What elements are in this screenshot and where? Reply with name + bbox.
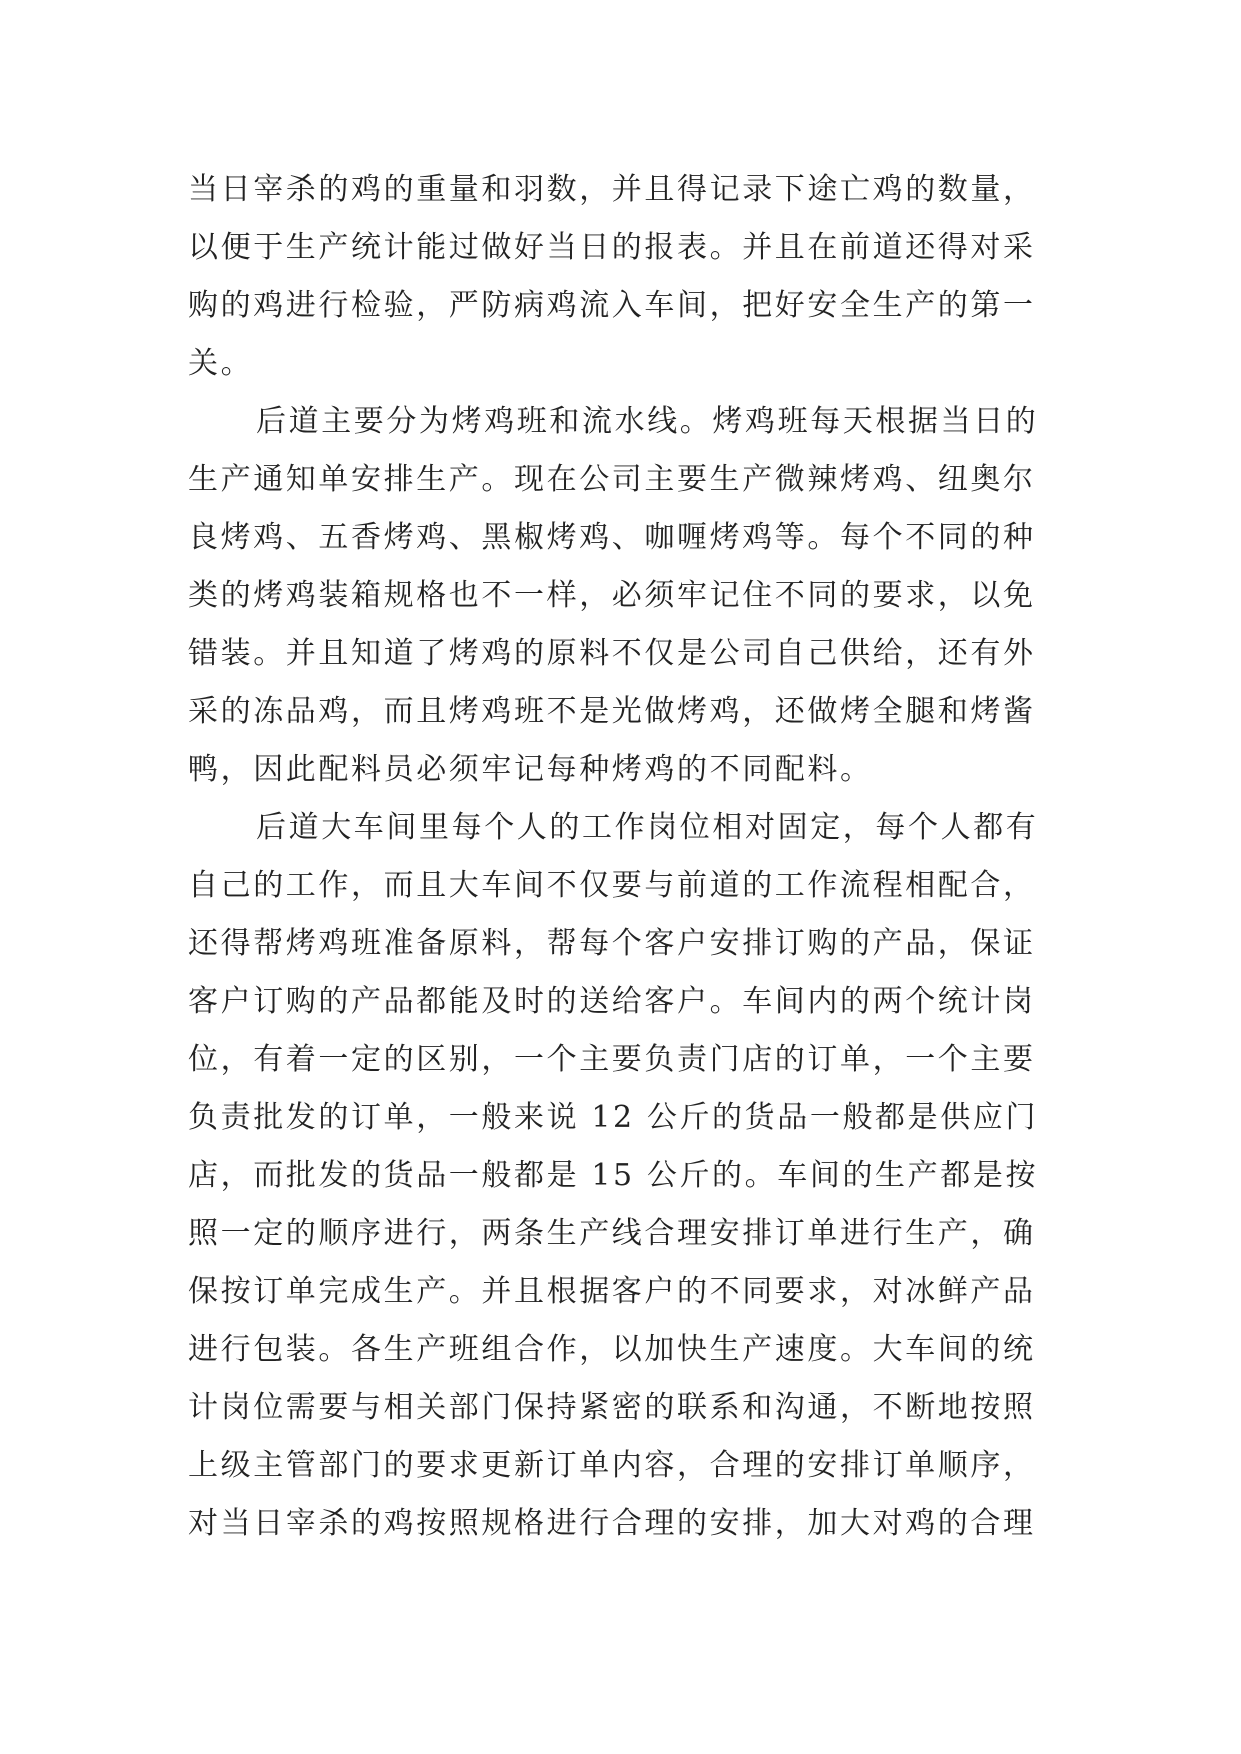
text-line: 照一定的顺序进行，两条生产线合理安排订单进行生产，确 xyxy=(188,1216,1036,1251)
paragraph-first-line: 后道主要分为烤鸡班和流水线。烤鸡班每天根据当日的 xyxy=(256,404,1039,439)
paragraph-first-line: 后道大车间里每个人的工作岗位相对固定，每个人都有 xyxy=(256,810,1039,845)
text-line: 还得帮烤鸡班准备原料，帮每个客户安排订购的产品，保证 xyxy=(188,926,1036,961)
text-line: 位，有着一定的区别，一个主要负责门店的订单，一个主要 xyxy=(188,1042,1036,1077)
text-line: 负责批发的订单，一般来说 12 公斤的货品一般都是供应门 xyxy=(188,1100,1039,1135)
text-line: 良烤鸡、五香烤鸡、黑椒烤鸡、咖喱烤鸡等。每个不同的种 xyxy=(188,520,1036,555)
text-line: 店，而批发的货品一般都是 15 公斤的。车间的生产都是按 xyxy=(188,1158,1039,1193)
text-line: 类的烤鸡装箱规格也不一样，必须牢记住不同的要求，以免 xyxy=(188,578,1036,613)
text-line: 保按订单完成生产。并且根据客户的不同要求，对冰鲜产品 xyxy=(188,1274,1036,1309)
text-line: 计岗位需要与相关部门保持紧密的联系和沟通，不断地按照 xyxy=(188,1390,1036,1425)
text-line: 对当日宰杀的鸡按照规格进行合理的安排，加大对鸡的合理 xyxy=(188,1506,1036,1541)
text-line: 进行包装。各生产班组合作，以加快生产速度。大车间的统 xyxy=(188,1332,1036,1367)
text-line: 购的鸡进行检验，严防病鸡流入车间，把好安全生产的第一 xyxy=(188,288,1036,323)
text-line: 当日宰杀的鸡的重量和羽数，并且得记录下途亡鸡的数量， xyxy=(188,172,1036,207)
text-line: 客户订购的产品都能及时的送给客户。车间内的两个统计岗 xyxy=(188,984,1036,1019)
text-line: 关。 xyxy=(188,346,254,381)
text-line: 以便于生产统计能过做好当日的报表。并且在前道还得对采 xyxy=(188,230,1036,265)
text-line: 鸭，因此配料员必须牢记每种烤鸡的不同配料。 xyxy=(188,752,873,787)
text-line: 上级主管部门的要求更新订单内容，合理的安排订单顺序， xyxy=(188,1448,1036,1483)
text-line: 自己的工作，而且大车间不仅要与前道的工作流程相配合， xyxy=(188,868,1036,903)
text-line: 采的冻品鸡，而且烤鸡班不是光做烤鸡，还做烤全腿和烤酱 xyxy=(188,694,1036,729)
text-line: 错装。并且知道了烤鸡的原料不仅是公司自己供给，还有外 xyxy=(188,636,1036,671)
text-line: 生产通知单安排生产。现在公司主要生产微辣烤鸡、纽奥尔 xyxy=(188,462,1036,497)
